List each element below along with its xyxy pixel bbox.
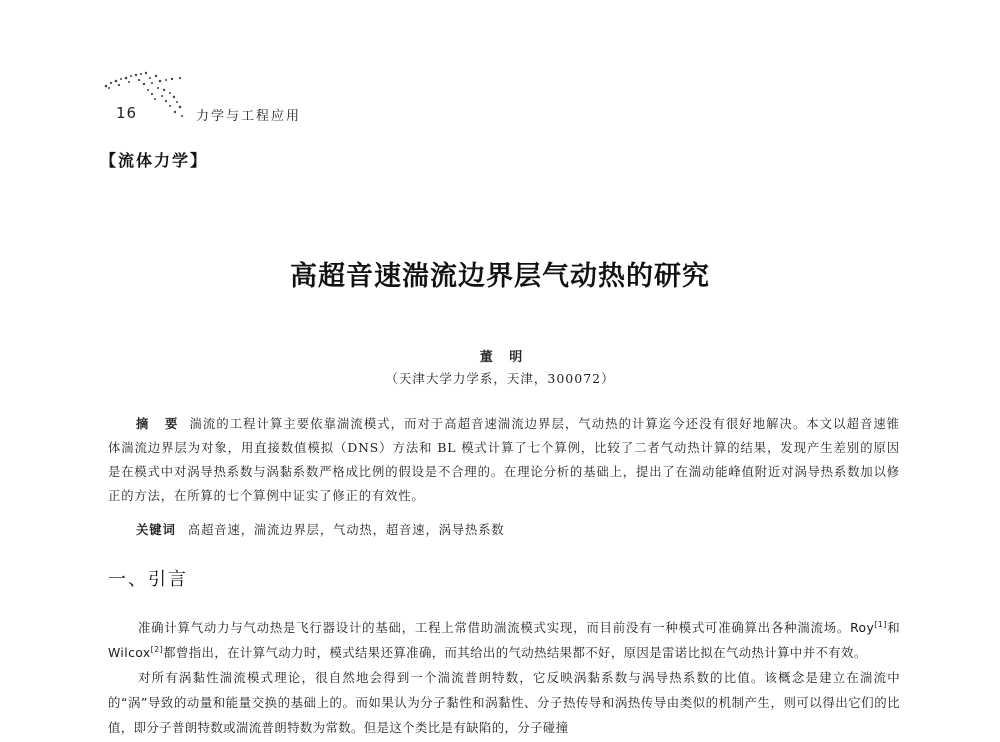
citation-ref: [1] <box>874 619 887 629</box>
body-text <box>108 615 900 740</box>
paragraph-text: 和 Wilcox <box>108 620 900 660</box>
keywords-text: 高超音速，湍流边界层，气动热，超音速，涡导热系数 <box>187 523 505 537</box>
abstract <box>108 412 900 508</box>
abstract-label: 摘 要 <box>136 417 184 431</box>
keywords <box>136 520 900 538</box>
running-header <box>100 66 360 126</box>
page-number: 16 <box>116 104 138 122</box>
paper-title: 高超音速湍流边界层气动热的研究 <box>290 261 710 292</box>
keywords-label: 关键词 <box>136 523 176 537</box>
abstract-text: 湍流的工程计算主要依靠湍流模式，而对于高超音速湍流边界层，气动热的计算迄今还没有很好地解决。本文以超音速锥体湍流边界层为对象，用直接数值模拟（DNS）方法和 BL 模式计算了七个算例，比较了二者气动热计算的结果，发现产生差别的原因是在模式中对涡导热系数与涡黏系数严格成比例的假设是不合理的。在理论分析的基础上，提出了在湍动能峰值附近对涡导热系数加以修正的方法，在所算的七个算例中证实了修正的有效性。 <box>108 417 901 503</box>
section-tag: 【流体力学】 <box>100 151 209 170</box>
affiliation: （天津大学力学系，天津，300072） <box>385 371 615 386</box>
citation-ref: [2] <box>150 644 164 654</box>
author: 董 明 <box>479 350 529 365</box>
paragraph-text: 都曾指出，在计算气动力时，模式结果还算准确，而其给出的气动热结果都不好，原因是雷诺比拟在气动热计算中并不有效。 <box>163 645 867 660</box>
journal-name: 力学与工程应用 <box>196 109 302 124</box>
paragraph: 对所有涡黏性湍流模式理论，很自然地会得到一个湍流普朗特数，它反映涡黏系数与涡导热系数的比值。该概念是建立在湍流中的“涡”导致的动量和能量交换的基础上的。而如果认为分子黏性和涡黏性、分子热传导和涡热传导由类似的机制产生，则可以得出它们的比值，即分子普朗特数或湍流普朗特数为常数。但是这个类比是有缺陷的，分子碰撞 <box>108 670 900 735</box>
paragraph-text: 准确计算气动力与气动热是飞行器设计的基础，工程上常借助湍流模式实现，而目前没有一种模式可准确算出各种湍流场。Roy <box>138 620 875 635</box>
section-heading-introduction: 一、引言 <box>108 569 188 590</box>
paragraph <box>108 615 900 665</box>
